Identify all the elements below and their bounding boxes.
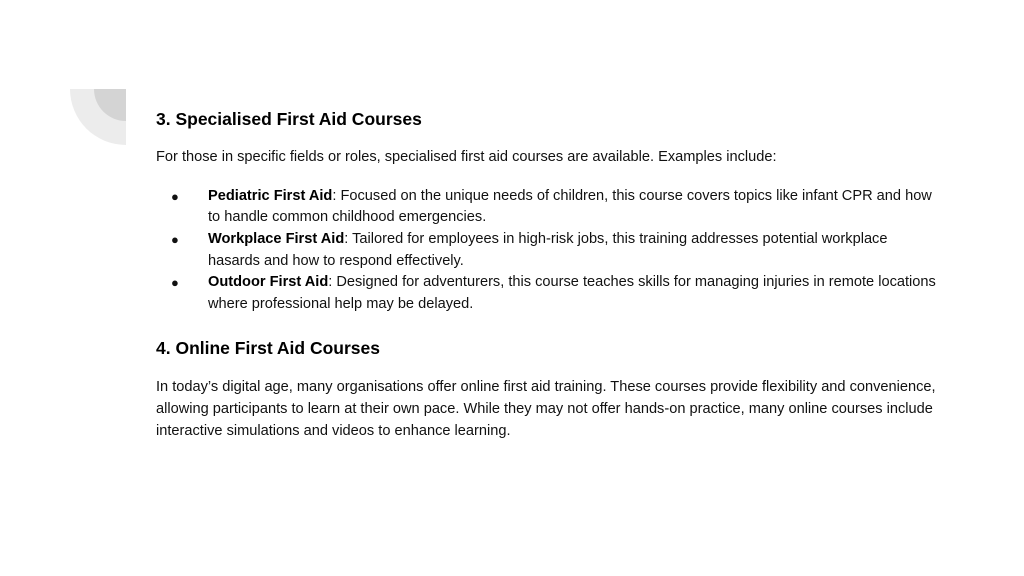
bullet: ● (171, 188, 179, 204)
list-item-pediatric (156, 186, 936, 229)
list-item-outdoor (156, 272, 936, 315)
list-item-term: Outdoor First Aid (208, 274, 329, 291)
document-body (156, 106, 936, 443)
list-item-workplace (156, 229, 936, 272)
list-item-term: Pediatric First Aid (208, 187, 333, 204)
section-4-body: In today’s digital age, many organisations offer online first aid training. These courses provide flexibility and convenience, allowing participants to learn at their own pace. While they may not offer hands-on practice, many online courses include interactive simulations and videos to enhance learning. (156, 379, 936, 439)
corner-decoration (70, 89, 126, 145)
list-item-text: : Tailored for employees in high-risk jobs, this training addresses potential workplace hasards and how to respond effectively. (208, 230, 888, 269)
section-3-title: 3. Specialised First Aid Courses (156, 109, 422, 129)
bullet: ● (171, 231, 179, 247)
section-4-title: 4. Online First Aid Courses (156, 338, 380, 359)
section-3-intro: For those in specific fields or roles, specialised first aid courses are available. Examples include: (156, 149, 777, 165)
specialised-courses-list (156, 186, 936, 316)
list-item-text: : Designed for adventurers, this course teaches skills for managing injuries in remote locations where professional help may be delayed. (208, 274, 936, 312)
bullet: ● (171, 275, 179, 291)
list-item-text: : Focused on the unique needs of children, this course covers topics like infant CPR and how to handle common childhood emergencies. (208, 187, 932, 226)
list-item-term: Workplace First Aid (208, 230, 345, 247)
